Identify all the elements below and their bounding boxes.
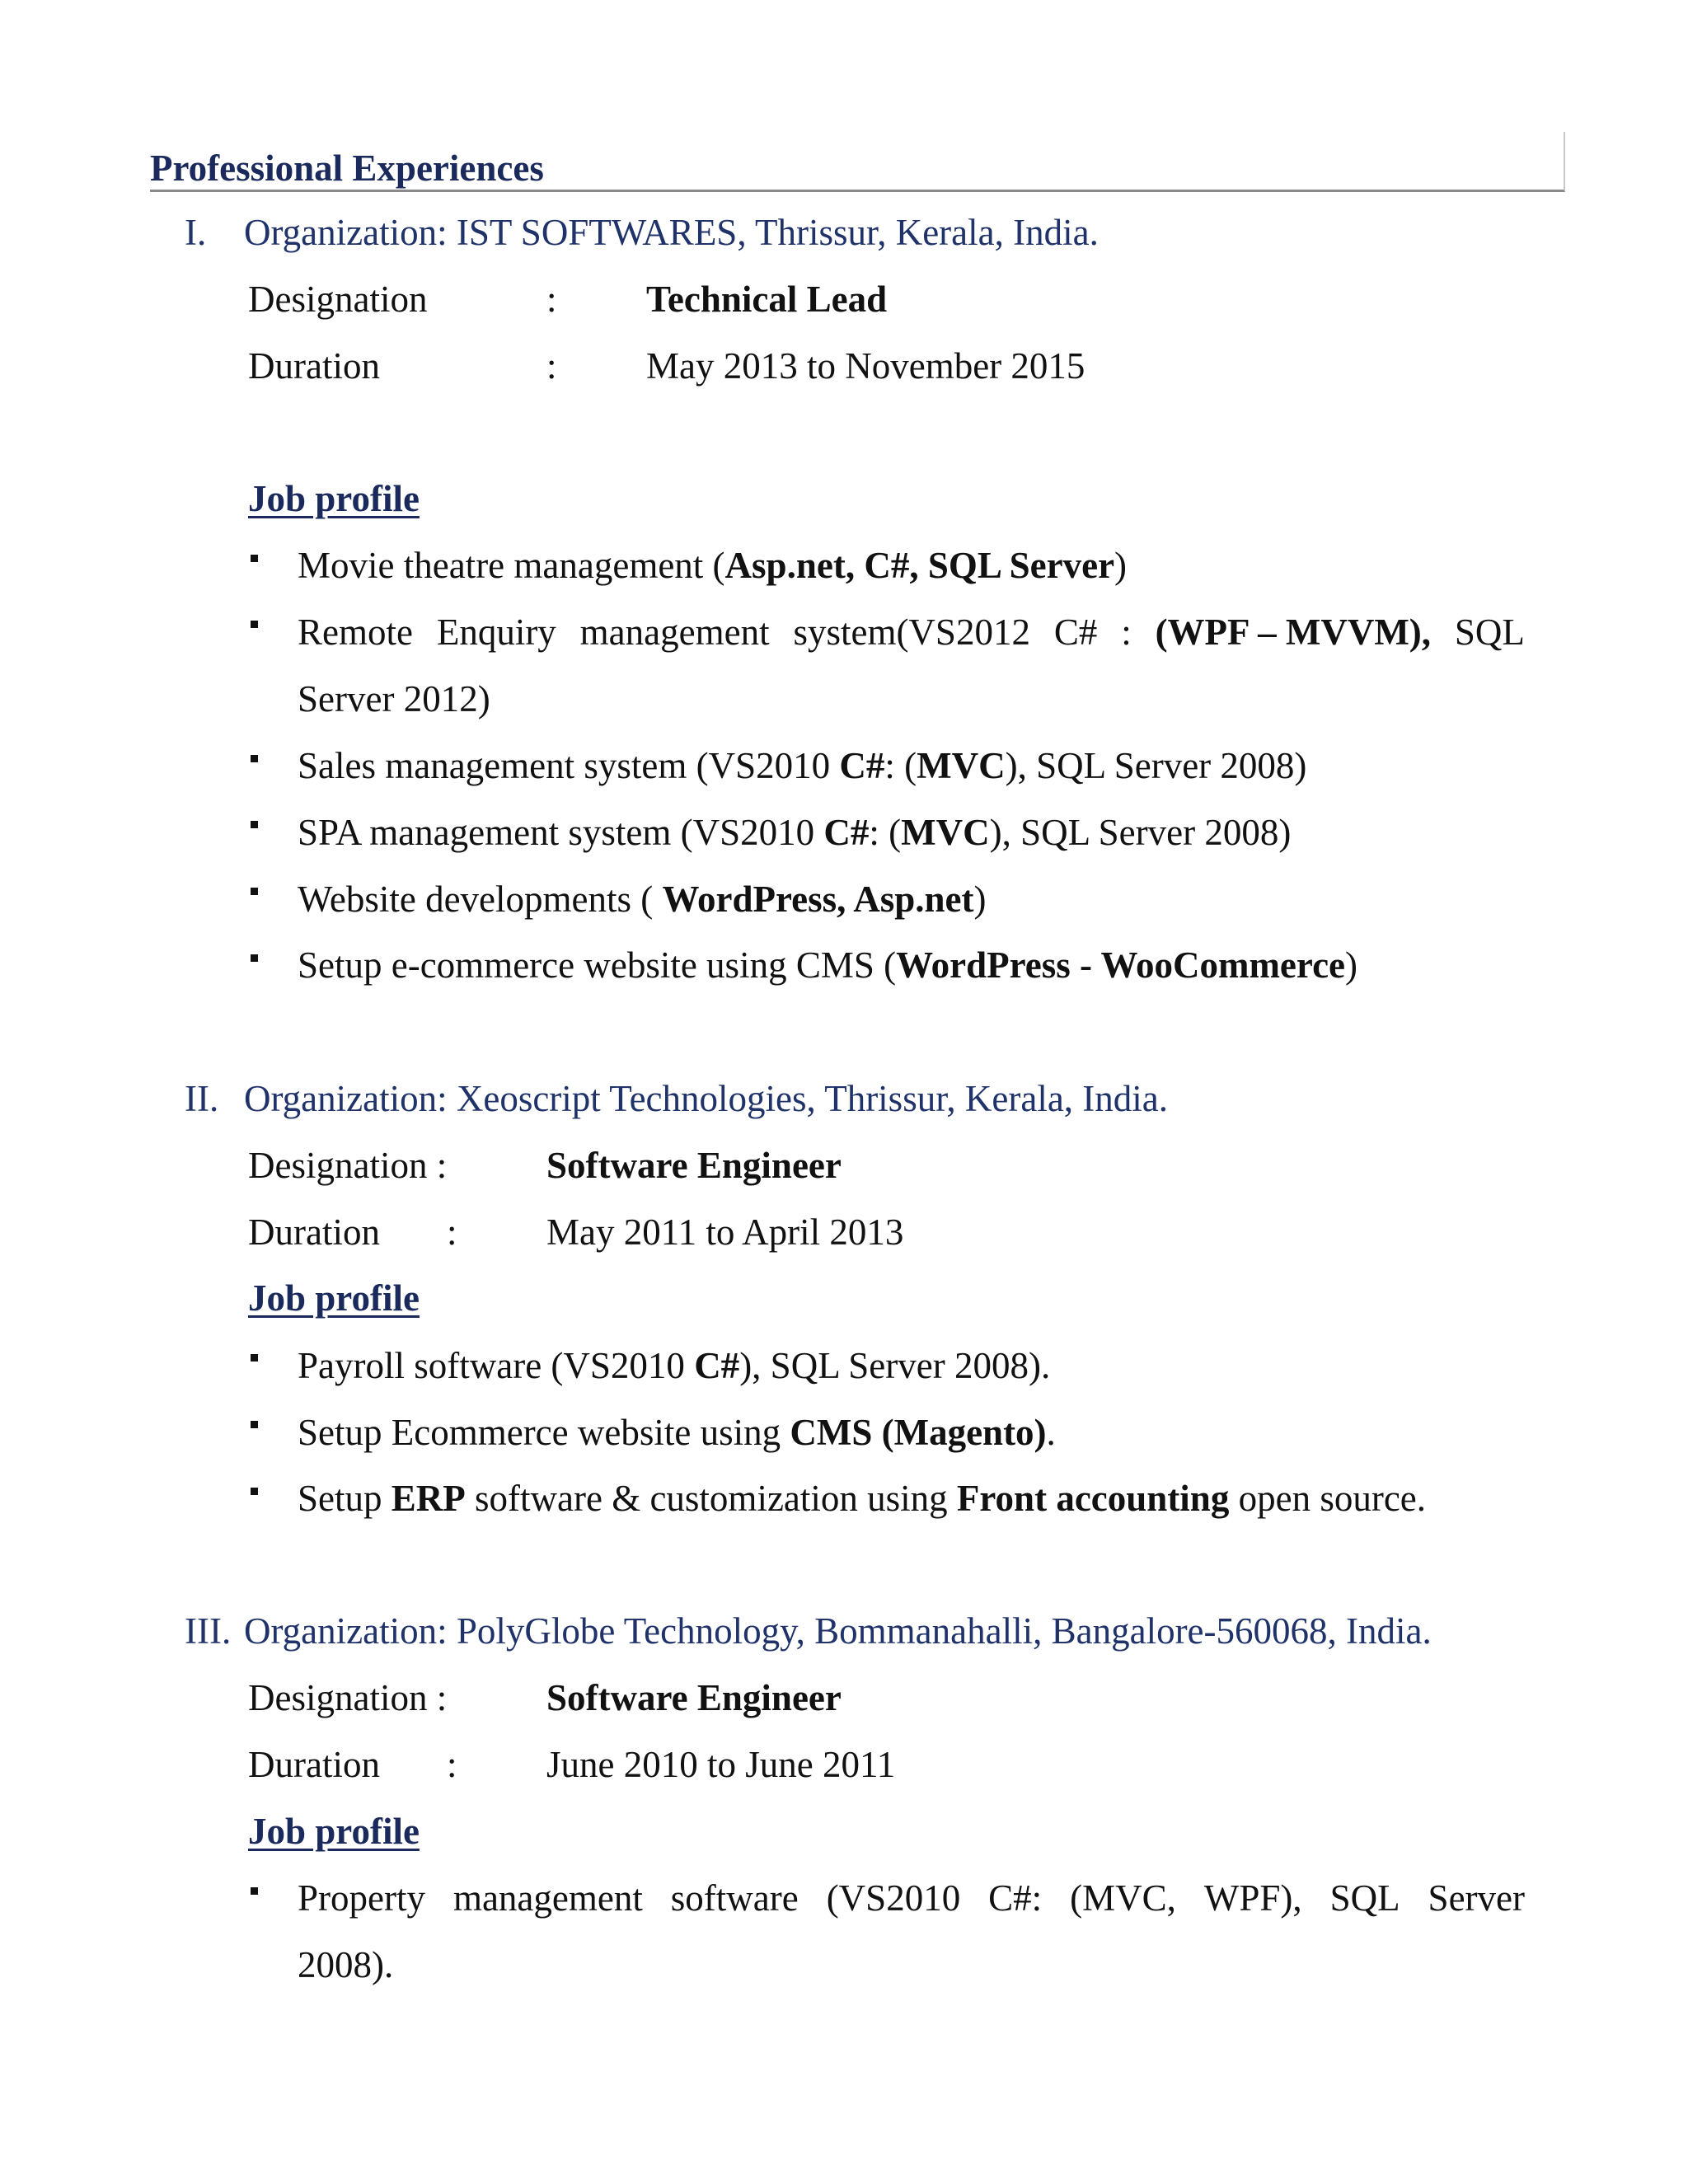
bullet-icon	[251, 755, 258, 762]
duration-value: May 2013 to November 2015	[646, 345, 1085, 387]
designation-colon: :	[546, 279, 557, 320]
designation-label: Designation :	[248, 1145, 448, 1186]
org-1-name: Organization: IST SOFTWARES, Thrissur, Kerala, India.	[244, 212, 1099, 253]
bullet-icon	[251, 1887, 258, 1895]
org-3-numeral: III.	[185, 1610, 232, 1652]
org-3-name: Organization: PolyGlobe Technology, Bommanahalli, Bangalore-560068, India.	[244, 1610, 1432, 1652]
bullet-icon	[251, 1354, 258, 1361]
bullet-icon	[251, 1488, 258, 1495]
duration-label: Duration	[248, 1212, 380, 1253]
org-1-numeral: I.	[185, 212, 207, 253]
job-item: Website developments ( WordPress, Asp.net)	[298, 879, 987, 920]
bullet-icon	[251, 888, 258, 895]
bullet-icon	[251, 1421, 258, 1428]
organization-1	[185, 211, 1099, 254]
job-profile-heading-3: Job profile	[248, 1811, 420, 1852]
designation-value: Software Engineer	[546, 1677, 842, 1718]
org-2-name: Organization: Xeoscript Technologies, Thrissur, Kerala, India.	[244, 1078, 1169, 1119]
job-profile-heading-2: Job profile	[248, 1277, 420, 1319]
job-item: Remote Enquiry management system(VS2012 C# : (WPF – MVVM), SQL	[298, 612, 1525, 653]
job-item: Setup ERP software & customization using Front accounting open source.	[298, 1478, 1427, 1519]
organization-3	[185, 1610, 1432, 1652]
job-item: Payroll software (VS2010 C#), SQL Server 2008).	[298, 1345, 1051, 1386]
section-title: Professional Experiences	[150, 148, 544, 189]
duration-value: June 2010 to June 2011	[546, 1744, 896, 1785]
job-profile-heading-1: Job profile	[248, 478, 420, 519]
designation-value: Technical Lead	[646, 279, 888, 320]
job-item: Movie theatre management (Asp.net, C#, SQL Server)	[298, 545, 1128, 586]
bullet-icon	[251, 954, 258, 962]
duration-colon: :	[546, 345, 557, 387]
job-item: Setup Ecommerce website using CMS (Magento).	[298, 1412, 1056, 1453]
bullet-icon	[251, 621, 258, 628]
job-item: Sales management system (VS2010 C#: (MVC), SQL Server 2008)	[298, 745, 1307, 786]
duration-colon: :	[447, 1212, 457, 1253]
duration-label: Duration	[248, 1744, 380, 1785]
job-item-continuation: Server 2012)	[298, 678, 490, 719]
designation-label: Designation :	[248, 1677, 448, 1718]
duration-colon: :	[447, 1744, 457, 1785]
organization-2	[185, 1077, 1168, 1120]
duration-label: Duration	[248, 345, 380, 387]
bullet-icon	[251, 821, 258, 828]
org-2-numeral: II.	[185, 1078, 219, 1119]
designation-value: Software Engineer	[546, 1145, 842, 1186]
designation-label: Designation	[248, 279, 428, 320]
bullet-icon	[251, 555, 258, 562]
job-item: Setup e-commerce website using CMS (WordPress - WooCommerce)	[298, 944, 1358, 986]
job-item: Property management software (VS2010 C#: (MVC, WPF), SQL Server	[298, 1877, 1525, 1919]
job-item: SPA management system (VS2010 C#: (MVC), SQL Server 2008)	[298, 812, 1292, 853]
job-item-continuation: 2008).	[298, 1944, 394, 1985]
duration-value: May 2011 to April 2013	[546, 1212, 904, 1253]
